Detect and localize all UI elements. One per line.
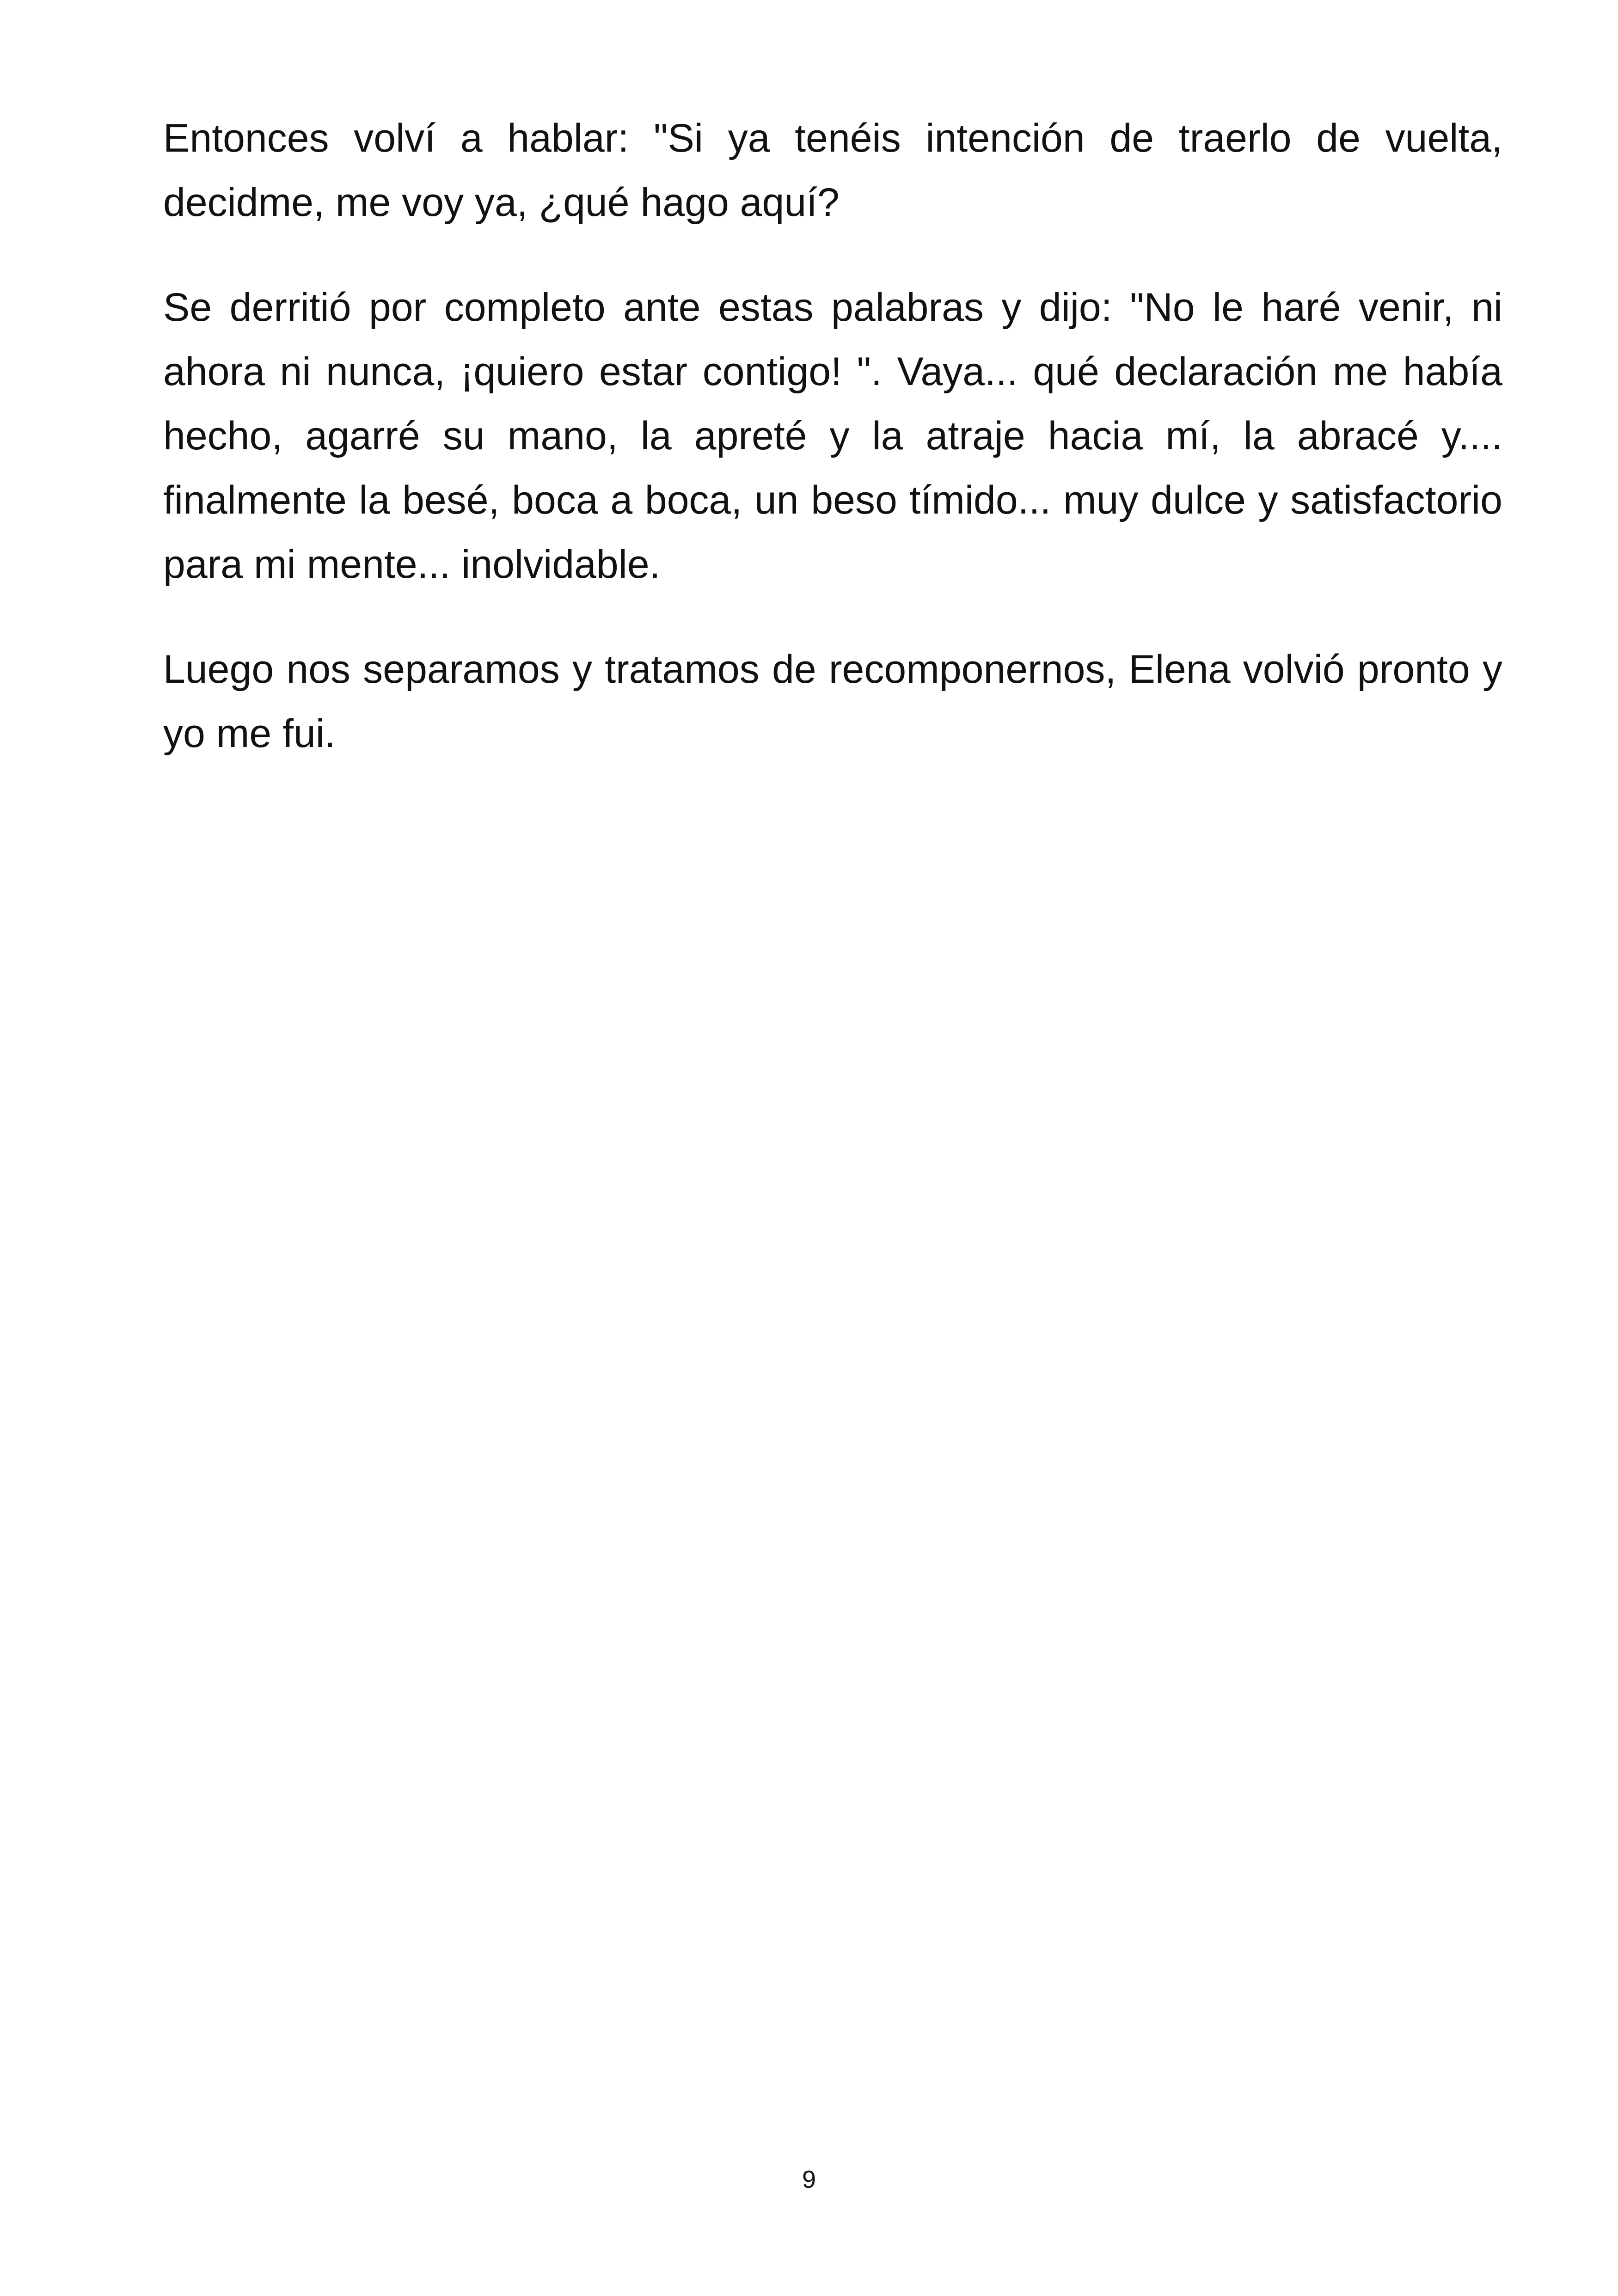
paragraph-2: Se derritió por completo ante estas palabras y dijo: "No le haré venir, ni ahora ni nunca, ¡quiero estar contigo! ". Vaya... qué declaración me había hecho, agarré su mano, la apreté y la atraje hacia mí, la abracé y.... finalmente la besé, boca a boca, un beso tímido... muy dulce y satisfactorio para mi mente... inolvidable. bbox=[163, 285, 1502, 587]
paragraph-3: Luego nos separamos y tratamos de recomponernos, Elena volvió pronto y yo me fui. bbox=[163, 647, 1502, 756]
page-number: 9 bbox=[802, 2166, 816, 2193]
paragraph-1: Entonces volví a hablar: "Si ya tenéis intención de traerlo de vuelta, decidme, me voy ya, ¿qué hago aquí? bbox=[163, 116, 1502, 225]
body-text bbox=[163, 106, 1502, 807]
